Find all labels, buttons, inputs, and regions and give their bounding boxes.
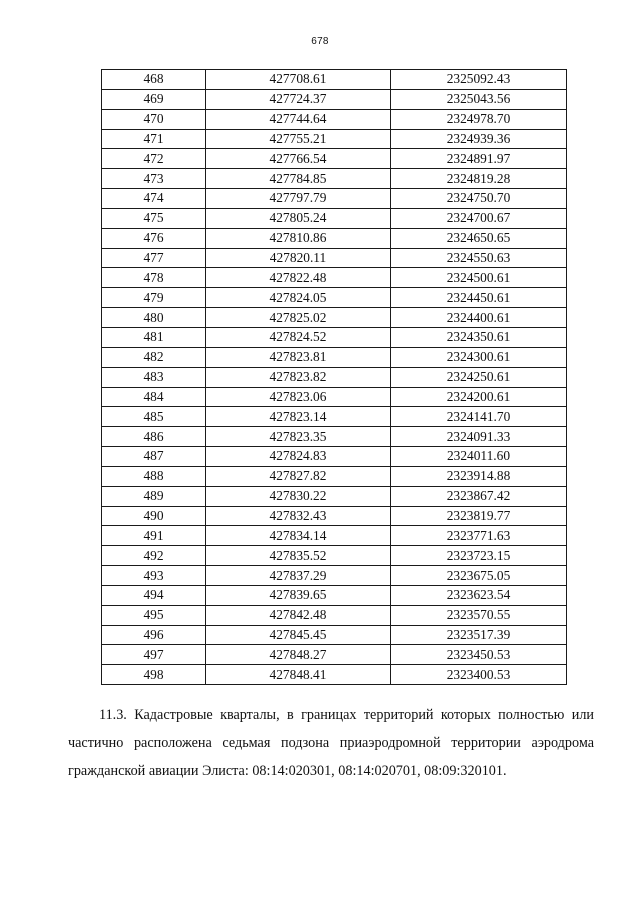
point-number-cell: 485 (102, 407, 206, 427)
table-row (102, 665, 567, 685)
y-coordinate-cell: 2323400.53 (391, 665, 567, 685)
table-row (102, 447, 567, 467)
x-coordinate-cell: 427824.52 (206, 327, 391, 347)
x-coordinate-cell: 427823.14 (206, 407, 391, 427)
y-coordinate-cell: 2324550.63 (391, 248, 567, 268)
table-row (102, 149, 567, 169)
x-coordinate-cell: 427848.27 (206, 645, 391, 665)
y-coordinate-cell: 2324939.36 (391, 129, 567, 149)
point-number-cell: 473 (102, 169, 206, 189)
point-number-cell: 487 (102, 447, 206, 467)
table-row (102, 268, 567, 288)
point-number-cell: 496 (102, 625, 206, 645)
x-coordinate-cell: 427822.48 (206, 268, 391, 288)
point-number-cell: 489 (102, 486, 206, 506)
y-coordinate-cell: 2323819.77 (391, 506, 567, 526)
y-coordinate-cell: 2324350.61 (391, 327, 567, 347)
paragraph-line-1: 11.3. Кадастровые кварталы, в границах территорий которых полностью или (99, 707, 594, 723)
point-number-cell: 469 (102, 89, 206, 109)
x-coordinate-cell: 427797.79 (206, 189, 391, 209)
x-coordinate-cell: 427810.86 (206, 228, 391, 248)
table-row (102, 466, 567, 486)
cadastral-quarters-paragraph (68, 701, 594, 785)
table-row (102, 645, 567, 665)
point-number-cell: 472 (102, 149, 206, 169)
table-row (102, 605, 567, 625)
x-coordinate-cell: 427824.83 (206, 447, 391, 467)
point-number-cell: 470 (102, 109, 206, 129)
point-number-cell: 492 (102, 546, 206, 566)
table-row (102, 625, 567, 645)
y-coordinate-cell: 2324500.61 (391, 268, 567, 288)
table-row (102, 566, 567, 586)
table-row (102, 308, 567, 328)
table-row (102, 228, 567, 248)
y-coordinate-cell: 2323914.88 (391, 466, 567, 486)
x-coordinate-cell: 427724.37 (206, 89, 391, 109)
y-coordinate-cell: 2324450.61 (391, 288, 567, 308)
point-number-cell: 476 (102, 228, 206, 248)
y-coordinate-cell: 2323675.05 (391, 566, 567, 586)
y-coordinate-cell: 2323867.42 (391, 486, 567, 506)
x-coordinate-cell: 427837.29 (206, 566, 391, 586)
point-number-cell: 497 (102, 645, 206, 665)
table-row (102, 347, 567, 367)
table-row (102, 208, 567, 228)
y-coordinate-cell: 2323723.15 (391, 546, 567, 566)
table-row (102, 407, 567, 427)
x-coordinate-cell: 427820.11 (206, 248, 391, 268)
point-number-cell: 488 (102, 466, 206, 486)
y-coordinate-cell: 2324141.70 (391, 407, 567, 427)
x-coordinate-cell: 427848.41 (206, 665, 391, 685)
table-row (102, 288, 567, 308)
x-coordinate-cell: 427824.05 (206, 288, 391, 308)
point-number-cell: 483 (102, 367, 206, 387)
point-number-cell: 481 (102, 327, 206, 347)
x-coordinate-cell: 427708.61 (206, 70, 391, 90)
x-coordinate-cell: 427784.85 (206, 169, 391, 189)
table-row (102, 546, 567, 566)
point-number-cell: 498 (102, 665, 206, 685)
x-coordinate-cell: 427823.81 (206, 347, 391, 367)
point-number-cell: 478 (102, 268, 206, 288)
y-coordinate-cell: 2324400.61 (391, 308, 567, 328)
table-row (102, 387, 567, 407)
point-number-cell: 477 (102, 248, 206, 268)
x-coordinate-cell: 427842.48 (206, 605, 391, 625)
point-number-cell: 490 (102, 506, 206, 526)
table-row (102, 169, 567, 189)
y-coordinate-cell: 2324300.61 (391, 347, 567, 367)
point-number-cell: 495 (102, 605, 206, 625)
point-number-cell: 494 (102, 585, 206, 605)
x-coordinate-cell: 427823.35 (206, 427, 391, 447)
x-coordinate-cell: 427744.64 (206, 109, 391, 129)
table-row (102, 367, 567, 387)
y-coordinate-cell: 2324200.61 (391, 387, 567, 407)
paragraph-line-2: частично расположена седьмая подзона приаэродромной территории аэродрома (68, 735, 594, 751)
y-coordinate-cell: 2323517.39 (391, 625, 567, 645)
x-coordinate-cell: 427805.24 (206, 208, 391, 228)
x-coordinate-cell: 427839.65 (206, 585, 391, 605)
table-row (102, 189, 567, 209)
table-row (102, 327, 567, 347)
x-coordinate-cell: 427830.22 (206, 486, 391, 506)
point-number-cell: 480 (102, 308, 206, 328)
paragraph-line-3: гражданской авиации Элиста: 08:14:020301, 08:14:020701, 08:09:320101. (68, 763, 507, 779)
point-number-cell: 491 (102, 526, 206, 546)
table-row (102, 109, 567, 129)
x-coordinate-cell: 427834.14 (206, 526, 391, 546)
point-number-cell: 471 (102, 129, 206, 149)
y-coordinate-cell: 2324819.28 (391, 169, 567, 189)
x-coordinate-cell: 427823.06 (206, 387, 391, 407)
y-coordinate-cell: 2324650.65 (391, 228, 567, 248)
coordinates-table (101, 69, 567, 685)
y-coordinate-cell: 2324750.70 (391, 189, 567, 209)
point-number-cell: 484 (102, 387, 206, 407)
table-row (102, 89, 567, 109)
table-row (102, 506, 567, 526)
table-row (102, 526, 567, 546)
table-row (102, 248, 567, 268)
point-number-cell: 468 (102, 70, 206, 90)
point-number-cell: 493 (102, 566, 206, 586)
y-coordinate-cell: 2324891.97 (391, 149, 567, 169)
x-coordinate-cell: 427825.02 (206, 308, 391, 328)
y-coordinate-cell: 2324091.33 (391, 427, 567, 447)
point-number-cell: 479 (102, 288, 206, 308)
coordinates-table-body (102, 70, 567, 685)
table-row (102, 129, 567, 149)
y-coordinate-cell: 2323570.55 (391, 605, 567, 625)
y-coordinate-cell: 2323623.54 (391, 585, 567, 605)
table-row (102, 70, 567, 90)
table-row (102, 585, 567, 605)
y-coordinate-cell: 2323450.53 (391, 645, 567, 665)
y-coordinate-cell: 2325043.56 (391, 89, 567, 109)
page-number: 678 (311, 36, 329, 47)
x-coordinate-cell: 427766.54 (206, 149, 391, 169)
x-coordinate-cell: 427827.82 (206, 466, 391, 486)
point-number-cell: 482 (102, 347, 206, 367)
table-row (102, 486, 567, 506)
point-number-cell: 486 (102, 427, 206, 447)
y-coordinate-cell: 2325092.43 (391, 70, 567, 90)
point-number-cell: 474 (102, 189, 206, 209)
point-number-cell: 475 (102, 208, 206, 228)
x-coordinate-cell: 427755.21 (206, 129, 391, 149)
x-coordinate-cell: 427823.82 (206, 367, 391, 387)
x-coordinate-cell: 427835.52 (206, 546, 391, 566)
y-coordinate-cell: 2324700.67 (391, 208, 567, 228)
y-coordinate-cell: 2324250.61 (391, 367, 567, 387)
y-coordinate-cell: 2324978.70 (391, 109, 567, 129)
y-coordinate-cell: 2323771.63 (391, 526, 567, 546)
x-coordinate-cell: 427832.43 (206, 506, 391, 526)
y-coordinate-cell: 2324011.60 (391, 447, 567, 467)
x-coordinate-cell: 427845.45 (206, 625, 391, 645)
table-row (102, 427, 567, 447)
